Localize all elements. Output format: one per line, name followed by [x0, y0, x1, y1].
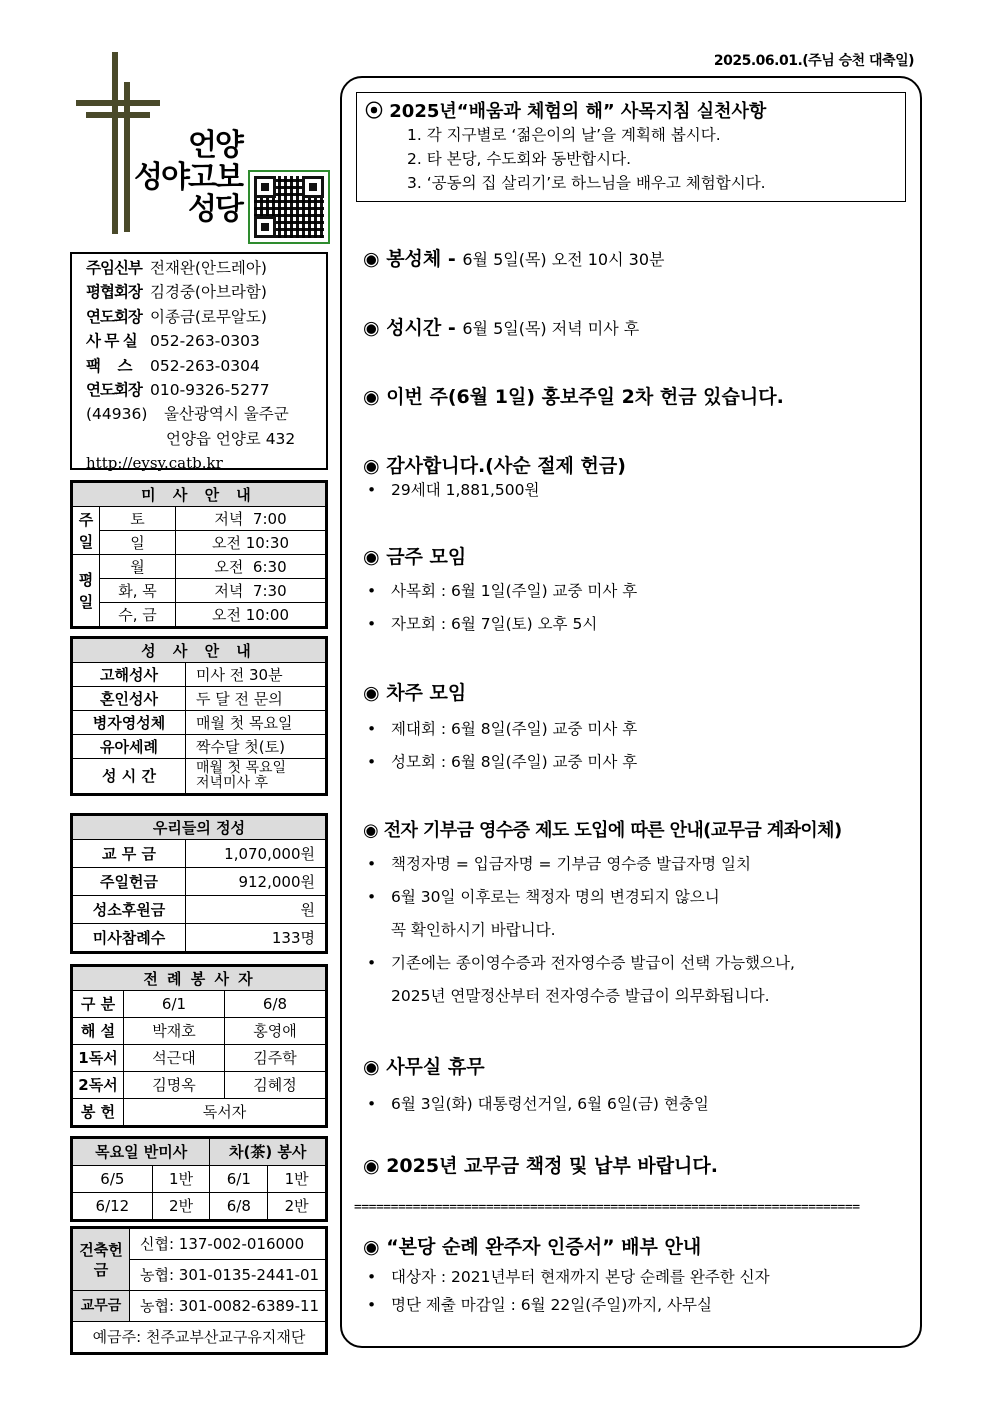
zip-code: (44936)	[86, 405, 148, 424]
sacrament-name: 유아세례	[73, 735, 186, 759]
bullet-icon: •	[367, 1268, 377, 1286]
thursday-mass-title: 목요일 반미사	[73, 1139, 210, 1166]
info-value: 전재완(안드레아)	[150, 259, 267, 277]
list-item	[367, 579, 637, 601]
schedule-cell: 1반	[152, 1166, 210, 1193]
offering-name: 성소후원금	[73, 896, 186, 924]
schedule-cell: 6/5	[73, 1166, 153, 1193]
list-item	[367, 478, 539, 500]
bullet-icon: •	[367, 1095, 377, 1113]
list-item-text: 6월 3일(화) 대통령선거일, 6월 6일(금) 현충일	[391, 1095, 709, 1113]
address-row	[86, 402, 326, 426]
offering-name: 교 무 금	[73, 840, 186, 868]
directive-title: ⦿ 2025년“배움과 체험의 해” 사목지침 실천사항	[365, 101, 767, 122]
servers-person: 홍영애	[225, 1018, 326, 1045]
info-key: 사 무 실	[86, 332, 137, 351]
schedule-cell: 2반	[268, 1193, 326, 1220]
bullet-icon: •	[367, 954, 377, 972]
info-value: 김경중(아브라함)	[150, 283, 267, 302]
list-item	[367, 951, 795, 973]
list-item-text: 29세대 1,881,500원	[391, 481, 540, 499]
mass-schedule-table	[72, 482, 326, 627]
servers-person: 독서자	[124, 1099, 326, 1126]
weekday-label: 평일	[73, 555, 100, 627]
thursday-mass-box	[70, 1136, 328, 1222]
list-item	[367, 885, 720, 907]
list-item	[367, 750, 637, 772]
tithe-label: 교무금	[73, 1291, 130, 1322]
info-row	[86, 354, 326, 378]
pastoral-directive-box	[356, 92, 906, 202]
mass-day: 토	[100, 507, 176, 531]
offering-value: 133명	[186, 924, 326, 952]
schedule-cell: 6/12	[73, 1193, 153, 1220]
servers-role: 2독서	[73, 1072, 124, 1099]
account-number: 농협: 301-0082-6389-11	[130, 1291, 326, 1322]
servers-person: 김혜정	[225, 1072, 326, 1099]
offering-table	[72, 815, 326, 952]
offering-name: 미사참례수	[73, 924, 186, 952]
list-item-text: 사목회 : 6월 1일(주일) 교중 미사 후	[391, 582, 638, 600]
directive-item: 1. 각 지구별로 ‘젊은이의 날’을 계획해 봅시다.	[407, 126, 721, 144]
bank-accounts-box	[70, 1226, 328, 1355]
info-key: 평협회장	[86, 283, 142, 302]
notice-communion-visit	[363, 244, 664, 271]
notice-next-week-meetings: ◉ 차주 모임	[363, 682, 467, 704]
notice-second-collection: ◉ 이번 주(6월 1일) 홍보주일 2차 헌금 있습니다.	[363, 386, 784, 408]
mass-time: 오전 10:00	[176, 603, 326, 627]
mass-day: 수, 금	[100, 603, 176, 627]
notice-pilgrimage-certificate: ◉ “본당 순례 완주자 인증서” 배부 안내	[363, 1236, 702, 1258]
info-row	[86, 256, 326, 280]
parish-logo	[72, 52, 332, 242]
notice-title: ◉ 봉성체 -	[363, 248, 463, 270]
list-item	[367, 1265, 770, 1287]
list-item-text: 성모회 : 6월 8일(주일) 교중 미사 후	[391, 753, 638, 771]
bullet-icon: •	[367, 582, 377, 600]
list-item-continued: 꼭 확인하시기 바랍니다.	[391, 921, 556, 939]
website-link[interactable]: http://eysy.catb.kr	[86, 454, 223, 473]
parish-name-line1: 언양	[187, 128, 242, 163]
list-item	[367, 1092, 709, 1114]
sacrament-value: 두 달 전 문의	[186, 687, 326, 711]
bullet-icon: •	[367, 855, 377, 873]
separator-line: =====================================================================	[354, 1200, 860, 1215]
notice-title: ◉ 성시간 -	[363, 317, 463, 339]
mass-time: 오전 10:30	[176, 531, 326, 555]
sacrament-value: 매월 첫 목요일	[186, 711, 326, 735]
sacrament-box	[70, 636, 328, 796]
notice-holy-hour	[363, 313, 639, 340]
directive-item: 2. 타 본당, 수도회와 동반합시다.	[407, 150, 632, 168]
qr-code-icon[interactable]	[248, 170, 330, 244]
liturgy-servers-box	[70, 964, 328, 1128]
bulletin-date: 2025.06.01.(주님 승천 대축일)	[713, 53, 914, 69]
notice-detail: 6월 5일(목) 저녁 미사 후	[462, 319, 640, 338]
info-key: 연도회장	[86, 381, 142, 400]
servers-person: 김명옥	[124, 1072, 225, 1099]
tea-service-title: 차(茶) 봉사	[210, 1139, 326, 1166]
schedule-cell: 6/1	[210, 1166, 268, 1193]
account-number: 농협: 301-0135-2441-01	[130, 1260, 326, 1291]
list-item-text: 책정자명 = 입금자명 = 기부금 영수증 발급자명 일치	[391, 855, 751, 873]
list-item-text: 대상자 : 2021년부터 현재까지 본당 순례를 완주한 신자	[391, 1268, 770, 1286]
account-number: 신협: 137-002-016000	[130, 1229, 326, 1260]
servers-person: 석근대	[124, 1045, 225, 1072]
info-row	[86, 329, 326, 353]
bullet-icon: •	[367, 720, 377, 738]
notice-office-closed: ◉ 사무실 휴무	[363, 1056, 485, 1078]
info-key: 주임신부	[86, 259, 142, 277]
servers-header: 구 분	[73, 991, 124, 1018]
mass-day: 월	[100, 555, 176, 579]
parish-name-line2: 성야고보	[134, 160, 242, 195]
address-line2: 언양읍 언양로 432	[166, 429, 296, 448]
notice-this-week-meetings: ◉ 금주 모임	[363, 546, 467, 568]
info-value: 052-263-0304	[150, 356, 260, 375]
list-item	[367, 612, 597, 634]
mass-schedule-title: 미 사 안 내	[73, 483, 326, 507]
info-value: 052-263-0303	[150, 332, 260, 351]
servers-role: 해 설	[73, 1018, 124, 1045]
notice-tithe: ◉ 2025년 교무금 책정 및 납부 바랍니다.	[363, 1155, 718, 1177]
servers-person: 김주학	[225, 1045, 326, 1072]
mass-schedule-box	[70, 480, 328, 629]
sacrament-value: 매월 첫 목요일	[196, 760, 287, 776]
servers-person: 박재호	[124, 1018, 225, 1045]
bullet-icon: •	[367, 615, 377, 633]
info-key: 연도회장	[86, 307, 142, 326]
building-fund-label: 건축헌금	[73, 1229, 130, 1291]
sacrament-value-2: 저녁미사 후	[196, 775, 269, 791]
servers-role: 봉 헌	[73, 1099, 124, 1126]
sacrament-value: 미사 전 30분	[186, 663, 326, 687]
bullet-icon: •	[367, 481, 377, 499]
sacrament-name: 고해성사	[73, 663, 186, 687]
servers-header: 6/8	[225, 991, 326, 1018]
info-key: 팩 스	[86, 356, 132, 375]
schedule-cell: 6/8	[210, 1193, 268, 1220]
address-line1: 울산광역시 울주군	[164, 405, 289, 424]
sacrament-value: 짝수달 첫(토)	[186, 735, 326, 759]
mass-time: 저녁 7:30	[176, 579, 326, 603]
offering-value: 1,070,000원	[186, 840, 326, 868]
servers-role: 1독서	[73, 1045, 124, 1072]
parish-name	[134, 130, 242, 226]
list-item-text: 제대회 : 6월 8일(주일) 교중 미사 후	[391, 720, 638, 738]
weekend-label: 주일	[73, 507, 100, 555]
offering-title: 우리들의 정성	[73, 816, 326, 840]
info-row	[86, 378, 326, 402]
offering-name: 주일헌금	[73, 868, 186, 896]
servers-header: 6/1	[124, 991, 225, 1018]
list-item-text: 명단 제출 마감일 : 6월 22일(주일)까지, 사무실	[391, 1296, 712, 1314]
mass-time: 오전 6:30	[176, 555, 326, 579]
sacrament-name: 성 시 간	[73, 759, 186, 794]
liturgy-servers-table	[72, 966, 326, 1126]
info-value: 010-9326-5277	[150, 381, 270, 400]
thursday-mass-table	[72, 1138, 326, 1220]
list-item	[367, 1293, 712, 1315]
sacrament-name: 혼인성사	[73, 687, 186, 711]
bullet-icon: •	[367, 753, 377, 771]
directive-item: 3. ‘공동의 집 살리기’로 하느님을 배우고 체험합시다.	[407, 174, 766, 192]
schedule-cell: 2반	[152, 1193, 210, 1220]
list-item-text: 기존에는 종이영수증과 전자영수증 발급이 선택 가능했으나,	[391, 954, 795, 972]
offering-box	[70, 813, 328, 954]
bullet-icon: •	[367, 888, 377, 906]
list-item-text: 6월 30일 이후로는 책정자 명의 변경되지 않으니	[391, 888, 720, 906]
info-row	[86, 305, 326, 329]
notice-e-receipt: ◉ 전자 기부금 영수증 제도 도입에 따른 안내(교무금 계좌이체)	[363, 820, 842, 841]
notice-detail: 6월 5일(목) 오전 10시 30분	[462, 250, 665, 269]
notice-thanks: ◉ 감사합니다.(사순 절제 헌금)	[363, 455, 626, 477]
servers-title: 전 례 봉 사 자	[73, 967, 326, 991]
schedule-cell: 1반	[268, 1166, 326, 1193]
parish-info-box	[70, 252, 328, 473]
sacrament-title: 성 사 안 내	[73, 639, 326, 663]
sacrament-table	[72, 638, 326, 794]
list-item-continued: 2025년 연말정산부터 전자영수증 발급이 의무화됩니다.	[391, 987, 770, 1005]
offering-value: 912,000원	[186, 868, 326, 896]
offering-value: 원	[186, 896, 326, 924]
bank-accounts-table	[72, 1228, 326, 1353]
list-item	[367, 852, 751, 874]
info-row	[86, 280, 326, 304]
account-holder: 예금주: 천주교부산교구유지재단	[73, 1322, 326, 1353]
mass-time: 저녁 7:00	[176, 507, 326, 531]
list-item-text: 자모회 : 6월 7일(토) 오후 5시	[391, 615, 598, 633]
list-item	[367, 717, 637, 739]
sacrament-name: 병자영성체	[73, 711, 186, 735]
bullet-icon: •	[367, 1296, 377, 1314]
parish-name-line3: 성당	[187, 192, 242, 227]
mass-day: 화, 목	[100, 579, 176, 603]
mass-day: 일	[100, 531, 176, 555]
info-value: 이종금(로무알도)	[150, 307, 267, 326]
